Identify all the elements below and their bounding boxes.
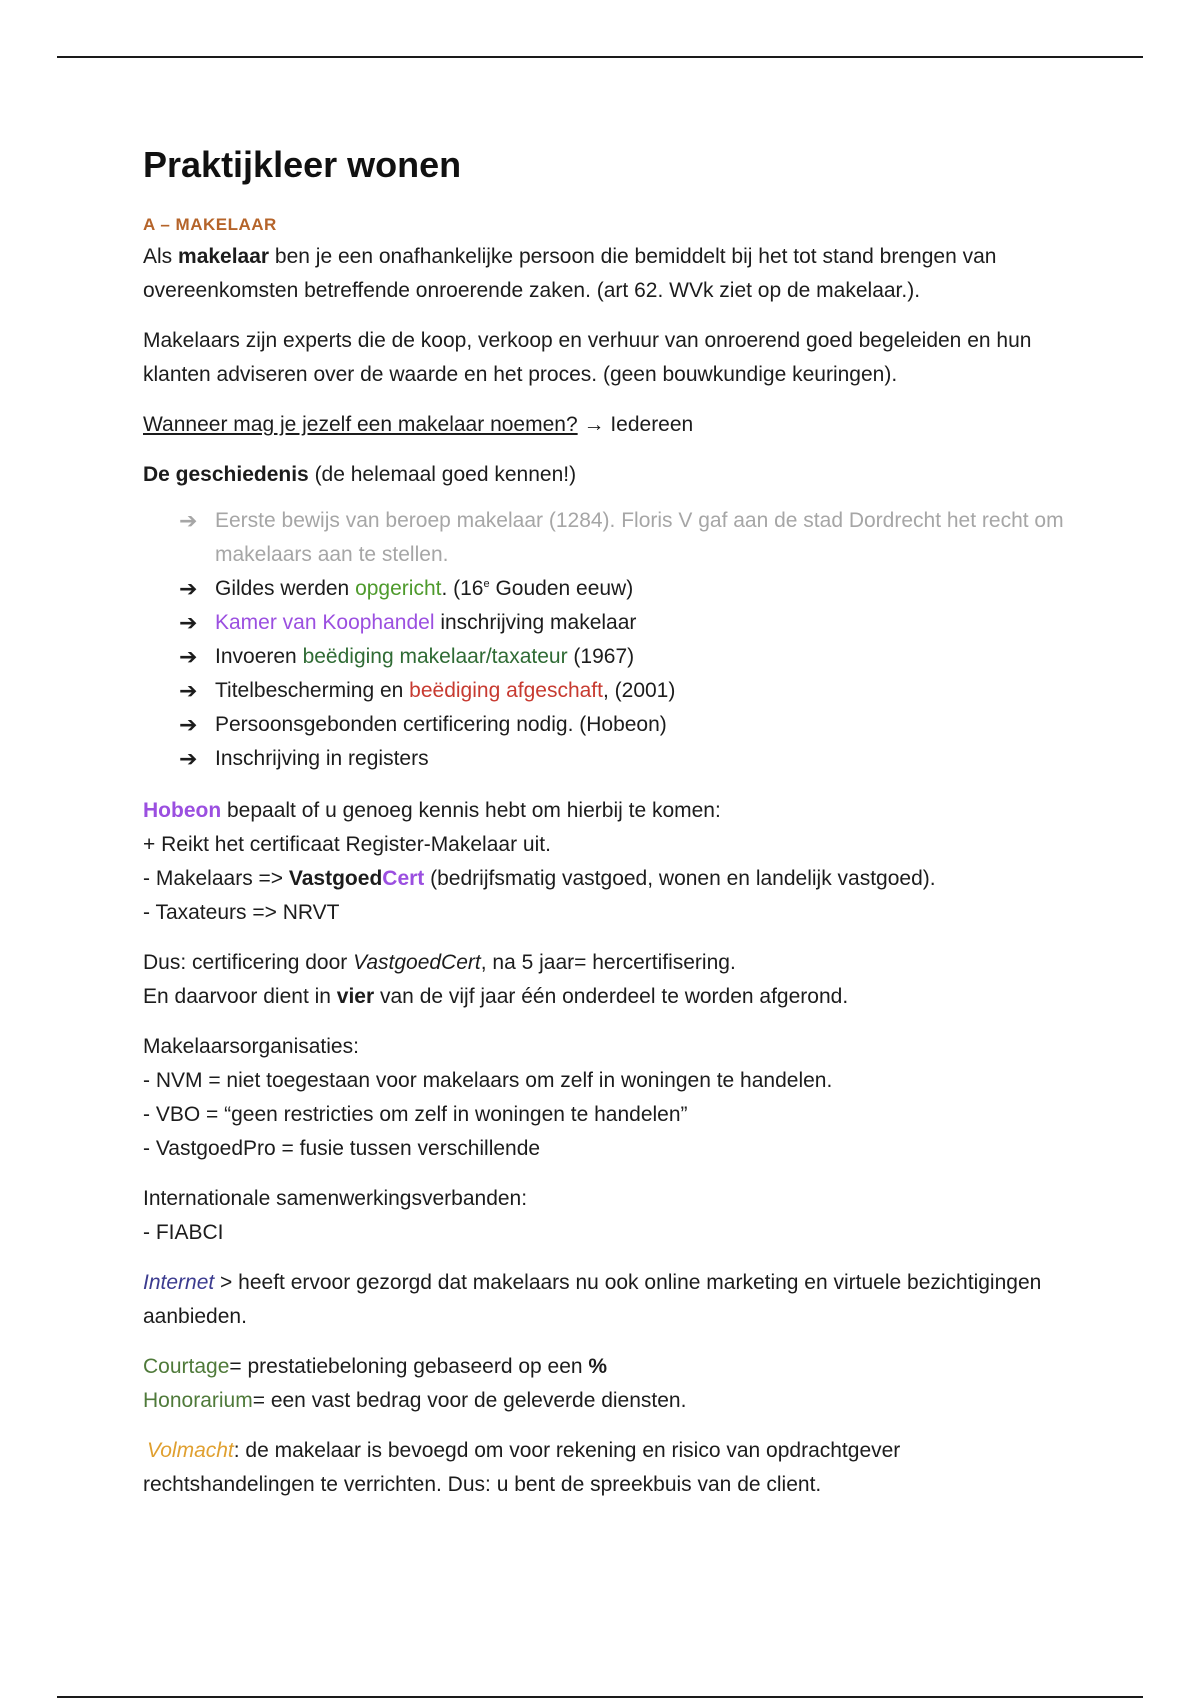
list-item [179,504,1073,572]
highlight-text: Honorarium [143,1389,253,1412]
arrow-bullet-icon: ➔ [179,712,198,737]
line [143,1350,1073,1384]
text: (bedrijfsmatig vastgoed, wonen en landelijk vastgoed). [424,867,936,890]
text: = prestatiebeloning gebaseerd op een [229,1355,589,1378]
text: . (16 [441,577,484,600]
italic-text: VastgoedCert [353,951,481,974]
text: Titelbescherming en [215,679,410,702]
arrow-bullet-icon: ➔ [179,644,198,669]
list-item-text: Persoonsgebonden certificering nodig. (Hobeon) [215,713,667,736]
highlight-text: Internet [143,1271,215,1294]
text: - Makelaars => [143,867,289,890]
highlight-text: beëdiging makelaar/taxateur [302,645,568,668]
list-item [179,572,1073,606]
line [143,946,1073,980]
text: (de helemaal goed kennen!) [308,463,577,486]
paragraph-hobeon [143,794,1073,930]
text: = een vast bedrag voor de geleverde diensten. [252,1389,687,1412]
list-item [179,708,1073,742]
bold-text: Vastgoed [288,867,383,890]
text: Dus: certificering door [143,951,354,974]
highlight-text: Courtage [143,1355,230,1378]
line [143,862,1073,896]
highlight-text: Volmacht [147,1439,234,1462]
bold-term-makelaar: makelaar [178,245,270,268]
text: bepaalt of u genoeg kennis hebt om hierbij te komen: [221,799,721,822]
paragraph-history-heading [143,458,1073,492]
paragraph-experts: Makelaars zijn experts die de koop, verkoop en verhuur van onroerend goed begeleiden en hun klanten adviseren over de waarde en het proces. (geen bouwkundige keuringen). [143,329,1032,386]
arrow-bullet-icon: ➔ [179,508,198,533]
bold-history: De geschiedenis [143,463,309,486]
list-item [179,742,1073,776]
text: : de makelaar is bevoegd om voor rekening en risico van opdrachtgever rechtshandelingen te verrichten. Dus: u bent de spreekbuis van de client. [143,1439,901,1496]
paragraph-international [143,1182,1073,1250]
text: Gouden eeuw) [489,577,634,600]
text: En daarvoor dient in [143,985,337,1008]
page-title: Praktijkleer wonen [143,144,462,185]
line: - VBO = “geen restricties om zelf in woningen te handelen” [143,1103,688,1126]
superscript: e [483,578,490,590]
highlight-text: beëdiging afgeschaft [409,679,603,702]
arrow-right-icon: → [583,413,605,436]
line [143,1384,1073,1418]
highlight-text: Cert [382,867,425,890]
list-item [179,606,1073,640]
list-item-text: Eerste bewijs van beroep makelaar (1284). Floris V gaf aan de stad Dordrecht het recht om makelaars aan te stellen. [215,509,1064,566]
line: - FIABCI [143,1221,224,1244]
list-item [179,640,1073,674]
paragraph-certification [143,946,1073,1014]
line [143,980,1073,1014]
paragraph-internet [143,1266,1073,1334]
arrow-bullet-icon: ➔ [179,576,198,601]
paragraph-fees [143,1350,1073,1418]
line: - Taxateurs => NRVT [143,901,340,924]
list-item-text: Inschrijving in registers [215,747,429,770]
history-list [143,504,1073,776]
highlight-text: Hobeon [143,799,222,822]
line: + Reikt het certificaat Register-Makelaar uit. [143,833,551,856]
section-heading: A – MAKELAAR [143,215,277,234]
text: inschrijving makelaar [434,611,637,634]
bold-text: vier [336,985,375,1008]
line [143,794,1073,828]
text: van de vijf jaar één onderdeel te worden afgerond. [374,985,849,1008]
text: , na 5 jaar= hercertifisering. [480,951,736,974]
arrow-bullet-icon: ➔ [179,610,198,635]
text: (1967) [567,645,635,668]
text: Als [143,245,179,268]
paragraph-question [143,408,1073,442]
text: Invoeren [215,645,303,668]
top-rule [57,56,1143,58]
list-item [179,674,1073,708]
line: - NVM = niet toegestaan voor makelaars om zelf in woningen te handelen. [143,1069,833,1092]
highlight-text: opgericht [355,577,442,600]
text: > heeft ervoor gezorgd dat makelaars nu ook online marketing en virtuele bezichtigingen aanbieden. [143,1271,1042,1328]
highlight-text: Kamer van Koophandel [215,611,435,634]
line: - VastgoedPro = fusie tussen verschillende [143,1137,541,1160]
paragraph-definition [143,240,1073,308]
paragraph-volmacht [143,1434,1073,1502]
line: Internationale samenwerkingsverbanden: [143,1187,528,1210]
document-body [143,140,1073,1518]
arrow-bullet-icon: ➔ [179,746,198,771]
paragraph-organisations [143,1030,1073,1166]
text: Gildes werden [215,577,356,600]
bold-text: % [588,1355,608,1378]
line: Makelaarsorganisaties: [143,1035,359,1058]
text: , (2001) [602,679,676,702]
answer-text: Iedereen [604,413,694,436]
arrow-bullet-icon: ➔ [179,678,198,703]
question-text: Wanneer mag je jezelf een makelaar noemen? [143,413,578,436]
bottom-rule [57,1696,1143,1698]
text: ben je een onafhankelijke persoon die bemiddelt bij het tot stand brengen van overeenkomsten betreffende onroerende zaken. (art 62. WVk ziet op de makelaar.). [143,245,997,302]
